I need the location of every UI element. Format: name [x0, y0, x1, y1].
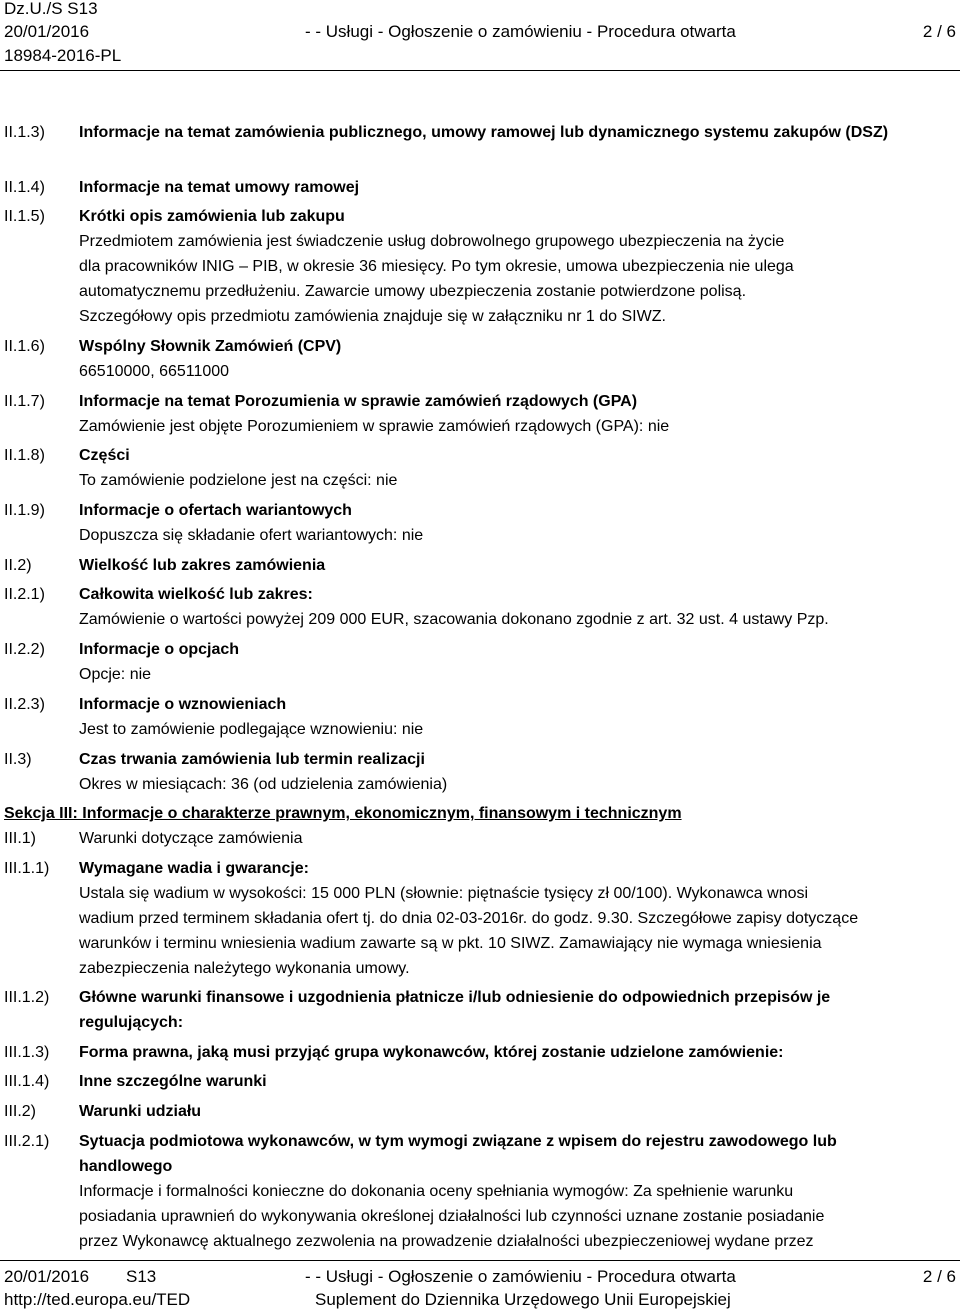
financial-conditions-block: [79, 985, 955, 1035]
scope-block: [79, 582, 955, 632]
item-heading: Informacje o wznowieniach: [79, 696, 287, 713]
item-heading-line: handlowego: [79, 1158, 173, 1175]
header-divider: [0, 70, 960, 71]
item-heading-line: Główne warunki finansowe i uzgodnienia płatnicze i/lub odniesienie do odpowiednich przepisów je: [79, 989, 831, 1006]
item-number: II.2): [4, 557, 32, 574]
item-heading: Wspólny Słownik Zamówień (CPV): [79, 338, 342, 355]
item-value-line: przez Wykonawcę aktualnego zezwolenia na prowadzenie działalności ubezpieczeniowej wydane przez: [79, 1233, 814, 1250]
personal-situation-block: [79, 1129, 955, 1254]
variants-block: [79, 498, 955, 548]
description-line: dla pracowników INIG – PIB, w okresie 36 miesięcy. Po tym okresie, umowa ubezpieczenia nie ulega: [79, 258, 794, 275]
item-value-line: zabezpieczenia należytego wykonania umowy.: [79, 960, 410, 977]
item-heading: Informacje o opcjach: [79, 641, 240, 658]
item-heading-line: regulujących:: [79, 1014, 184, 1031]
item-heading: Warunki dotyczące zamówienia: [79, 830, 303, 847]
item-value: Okres w miesiącach: 36 (od udzielenia zamówienia): [79, 776, 448, 793]
item-number: III.1): [4, 830, 37, 847]
duration-block: [79, 747, 955, 797]
item-value-line: Informacje i formalności konieczne do dokonania oceny spełniania wymogów: Za spełnienie warunku: [79, 1183, 794, 1200]
item-number: III.2): [4, 1103, 37, 1120]
item-value-line: warunków i terminu wniesienia wadium zawarte są w pkt. 10 SIWZ. Zamawiający nie wymaga wniesienia: [79, 935, 822, 952]
header-date: 20/01/2016: [4, 22, 90, 41]
item-number: II.1.7): [4, 393, 45, 410]
item-number: II.2.1): [4, 586, 45, 603]
item-heading: Krótki opis zamówienia lub zakupu: [79, 208, 345, 225]
item-heading: Informacje na temat Porozumienia w sprawie zamówień rządowych (GPA): [79, 393, 638, 410]
item-number: III.1.3): [4, 1044, 50, 1061]
item-heading: Warunki udziału: [79, 1103, 202, 1120]
item-value: Dopuszcza się składanie ofert wariantowych: nie: [79, 527, 424, 544]
item-heading: Informacje na temat umowy ramowej: [79, 179, 360, 196]
item-number: II.1.4): [4, 179, 45, 196]
footer-page-number: 2 / 6: [922, 1267, 956, 1286]
header-doc-type: - - Usługi - Ogłoszenie o zamówieniu - Procedura otwarta: [305, 22, 736, 41]
cpv-block: [79, 334, 955, 384]
item-heading: Wielkość lub zakres zamówienia: [79, 557, 326, 574]
item-number: II.2.2): [4, 641, 45, 658]
footer-supplement: Suplement do Dziennika Urzędowego Unii Europejskiej: [315, 1290, 731, 1309]
description-line: automatycznemu przedłużeniu. Zawarcie umowy ubezpieczenia zostanie potwierdzone polisą.: [79, 283, 747, 300]
item-number: II.1.3): [4, 124, 45, 141]
item-heading: Inne szczególne warunki: [79, 1073, 267, 1090]
item-number: III.1.2): [4, 989, 50, 1006]
footer-series: S13: [126, 1267, 157, 1286]
item-heading: Części: [79, 447, 130, 464]
gpa-block: [79, 389, 955, 439]
header-notice-ref: 18984-2016-PL: [4, 46, 122, 65]
item-number: II.1.6): [4, 338, 45, 355]
ted-link[interactable]: http://ted.europa.eu/TED: [4, 1290, 191, 1309]
item-number: III.1.4): [4, 1073, 50, 1090]
section-heading: Sekcja III: Informacje o charakterze prawnym, ekonomicznym, finansowym i technicznym: [4, 805, 682, 822]
cpv-codes: 66510000, 66511000: [79, 363, 230, 380]
description-line: Szczegółowy opis przedmiotu zamówienia znajduje się w załączniku nr 1 do SIWZ.: [79, 308, 666, 325]
item-number: II.1.5): [4, 208, 45, 225]
item-number: III.2.1): [4, 1133, 50, 1150]
deposit-block: [79, 856, 955, 981]
item-heading: Informacje na temat zamówienia publicznego, umowy ramowej lub dynamicznego systemu zakupów (DSZ): [79, 124, 889, 141]
options-block: [79, 637, 955, 687]
item-number: II.2.3): [4, 696, 45, 713]
item-value-line: Ustala się wadium w wysokości: 15 000 PLN (słownie: piętnaście tysięcy zł 00/100). Wykonawca wnosi: [79, 885, 809, 902]
item-heading: Forma prawna, jaką musi przyjąć grupa wykonawców, której zostanie udzielone zamówienie:: [79, 1044, 784, 1061]
item-heading: Czas trwania zamówienia lub termin realizacji: [79, 751, 425, 768]
item-heading: Informacje o ofertach wariantowych: [79, 502, 352, 519]
header-page-number: 2 / 6: [922, 22, 956, 41]
short-description: [79, 204, 955, 329]
item-number: II.3): [4, 751, 32, 768]
item-heading: Całkowita wielkość lub zakres:: [79, 586, 313, 603]
item-value: To zamówienie podzielone jest na części: nie: [79, 472, 398, 489]
item-number: III.1.1): [4, 860, 50, 877]
lots-block: [79, 443, 955, 493]
item-heading: Wymagane wadia i gwarancje:: [79, 860, 310, 877]
item-heading-line: Sytuacja podmiotowa wykonawców, w tym wymogi związane z wpisem do rejestru zawodowego lub: [79, 1133, 837, 1150]
description-line: Przedmiotem zamówienia jest świadczenie usług dobrowolnego grupowego ubezpieczenia na życie: [79, 233, 785, 250]
item-value-line: posiadania uprawnień do wykonywania określonej działalności lub czynności uznane zostanie posiadanie: [79, 1208, 825, 1225]
item-number: II.1.8): [4, 447, 45, 464]
footer-divider: [0, 1260, 960, 1261]
journal-ref: Dz.U./S S13: [4, 0, 98, 18]
item-value-line: wadium przed terminem składania ofert tj. do dnia 02-03-2016r. do godz. 9.30. Szczegółowe zapisy dotyczące: [79, 910, 859, 927]
item-number: II.1.9): [4, 502, 45, 519]
item-value: Opcje: nie: [79, 666, 152, 683]
footer-doc-type: - - Usługi - Ogłoszenie o zamówieniu - Procedura otwarta: [305, 1267, 736, 1286]
renewals-block: [79, 692, 955, 742]
item-value: Jest to zamówienie podlegające wznowieniu: nie: [79, 721, 424, 738]
footer-date: 20/01/2016: [4, 1267, 90, 1286]
item-value: Zamówienie jest objęte Porozumieniem w sprawie zamówień rządowych (GPA): nie: [79, 418, 670, 435]
item-value: Zamówienie o wartości powyżej 209 000 EUR, szacowania dokonano zgodnie z art. 32 ust. 4 ustawy Pzp.: [79, 611, 829, 628]
